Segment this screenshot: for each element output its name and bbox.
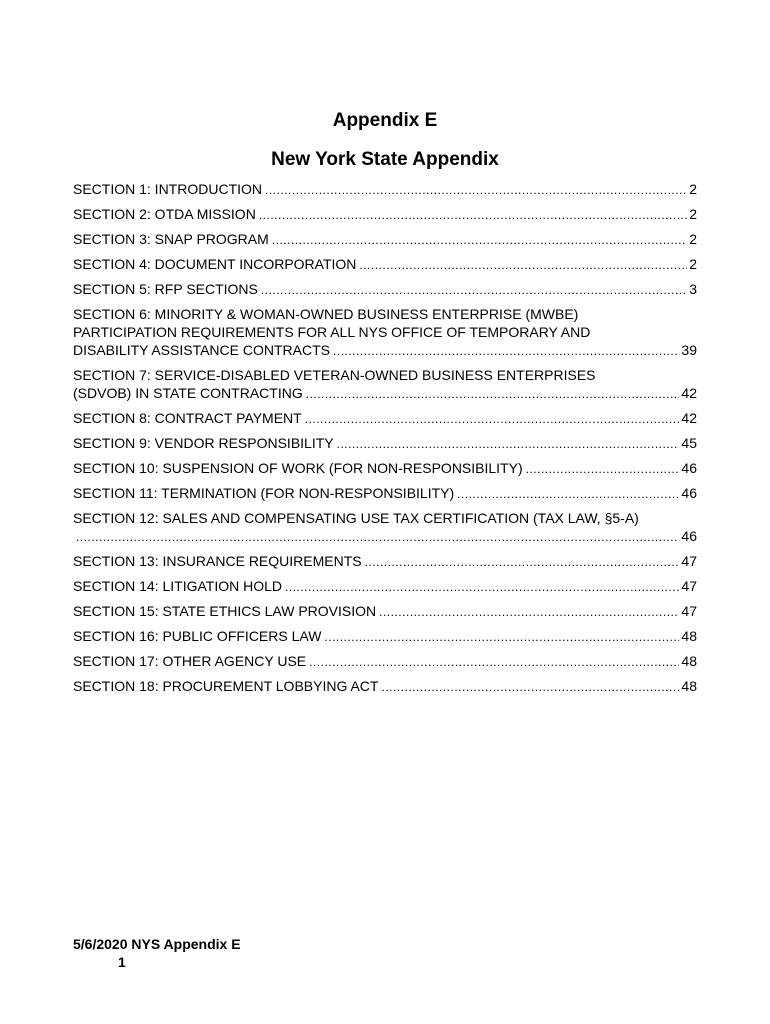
toc-entry-text-line: SECTION 12: SALES AND COMPENSATING USE TAX CERTIFICATION (TAX LAW, §5-A) (73, 510, 639, 526)
toc-entry[interactable] (73, 434, 697, 453)
toc-page-number: 46 (681, 485, 697, 501)
toc-entry-text-line: SECTION 6: MINORITY & WOMAN-OWNED BUSINESS ENTERPRISE (MWBE) (73, 306, 579, 322)
toc-page-number: 2 (689, 206, 697, 222)
table-of-contents (73, 180, 697, 702)
toc-page-number: 42 (681, 385, 697, 401)
page-footer (73, 935, 241, 971)
toc-entry-text-line: PARTICIPATION REQUIREMENTS FOR ALL NYS OFFICE OF TEMPORARY AND (73, 324, 591, 340)
toc-entry[interactable] (73, 180, 697, 199)
toc-entry[interactable] (73, 627, 697, 646)
toc-dot-leader (337, 435, 680, 453)
toc-dot-leader (379, 603, 679, 621)
toc-entry-text-line: SECTION 7: SERVICE-DISABLED VETERAN-OWNED BUSINESS ENTERPRISES (73, 367, 596, 383)
toc-entry-line (73, 434, 697, 453)
toc-page-number: 39 (681, 342, 697, 358)
toc-entry-title: DISABILITY ASSISTANCE CONTRACTS (73, 342, 330, 358)
toc-dot-leader (259, 206, 687, 224)
toc-entry-line (73, 577, 697, 596)
toc-entry[interactable] (73, 230, 697, 249)
toc-dot-leader (76, 528, 679, 546)
toc-dot-leader (359, 256, 687, 274)
toc-entry-title: SECTION 1: INTRODUCTION (73, 181, 263, 197)
toc-dot-leader (457, 485, 679, 503)
toc-entry-title: SECTION 2: OTDA MISSION (73, 206, 256, 222)
toc-entry-title: SECTION 9: VENDOR RESPONSIBILITY (73, 435, 334, 451)
toc-page-number: 46 (681, 460, 697, 476)
toc-entry-line (73, 384, 697, 403)
toc-entry-line (73, 255, 697, 274)
toc-dot-leader (324, 628, 679, 646)
toc-entry-line (73, 602, 697, 621)
toc-page-number: 47 (681, 578, 697, 594)
toc-page-number: 2 (689, 231, 697, 247)
toc-entry[interactable] (73, 577, 697, 596)
toc-entry-line (73, 627, 697, 646)
toc-entry-title: SECTION 5: RFP SECTIONS (73, 281, 258, 297)
toc-entry[interactable] (73, 602, 697, 621)
document-subtitle: New York State Appendix (271, 149, 499, 170)
toc-entry[interactable] (73, 305, 697, 360)
toc-entry-title: SECTION 11: TERMINATION (FOR NON-RESPONSIBILITY) (73, 485, 455, 501)
toc-entry-line (73, 280, 697, 299)
toc-entry-title: SECTION 10: SUSPENSION OF WORK (FOR NON-RESPONSIBILITY) (73, 460, 523, 476)
toc-dot-leader (526, 460, 680, 478)
toc-dot-leader (305, 410, 680, 428)
toc-entry-title: SECTION 13: INSURANCE REQUIREMENTS (73, 553, 362, 569)
toc-entry-title: SECTION 4: DOCUMENT INCORPORATION (73, 256, 357, 272)
toc-entry[interactable] (73, 255, 697, 274)
toc-entry-line (73, 230, 697, 249)
toc-entry[interactable] (73, 280, 697, 299)
toc-entry-line (73, 205, 697, 224)
toc-entry-line (73, 341, 697, 360)
toc-entry-title: SECTION 16: PUBLIC OFFICERS LAW (73, 628, 322, 644)
toc-entry[interactable] (73, 366, 697, 403)
toc-entry-title: SECTION 17: OTHER AGENCY USE (73, 653, 307, 669)
toc-page-number: 2 (689, 181, 697, 197)
toc-entry[interactable] (73, 677, 697, 696)
toc-dot-leader (261, 281, 687, 299)
toc-page-number: 48 (681, 678, 697, 694)
toc-entry-line (73, 552, 697, 571)
toc-entry-title: (SDVOB) IN STATE CONTRACTING (73, 385, 303, 401)
document-title: Appendix E (332, 110, 438, 131)
toc-entry-title: SECTION 15: STATE ETHICS LAW PROVISION (73, 603, 377, 619)
toc-entry-line (73, 484, 697, 503)
footer-date-label: 5/6/2020 NYS Appendix E (73, 936, 241, 952)
toc-entry-line (73, 459, 697, 478)
toc-dot-leader (333, 342, 679, 360)
toc-dot-leader (381, 678, 679, 696)
toc-entry[interactable] (73, 484, 697, 503)
toc-entry[interactable] (73, 509, 697, 546)
toc-dot-leader (265, 181, 687, 199)
toc-entry[interactable] (73, 409, 697, 428)
toc-page-number: 3 (689, 281, 697, 297)
toc-entry-line (73, 527, 697, 546)
footer-page-number: 1 (118, 954, 126, 970)
toc-entry[interactable] (73, 652, 697, 671)
toc-entry[interactable] (73, 552, 697, 571)
toc-entry-title: SECTION 8: CONTRACT PAYMENT (73, 410, 302, 426)
toc-dot-leader (309, 653, 679, 671)
toc-dot-leader (365, 553, 680, 571)
toc-entry-title: SECTION 14: LITIGATION HOLD (73, 578, 283, 594)
toc-dot-leader (285, 578, 679, 596)
toc-dot-leader (272, 231, 687, 249)
toc-entry-line (73, 180, 697, 199)
toc-page-number: 2 (689, 256, 697, 272)
toc-page-number: 42 (681, 410, 697, 426)
toc-page-number: 48 (681, 653, 697, 669)
toc-entry-title: SECTION 3: SNAP PROGRAM (73, 231, 269, 247)
toc-page-number: 46 (681, 528, 697, 544)
toc-entry[interactable] (73, 459, 697, 478)
toc-page-number: 47 (681, 603, 697, 619)
toc-page-number: 48 (681, 628, 697, 644)
toc-entry-line (73, 677, 697, 696)
toc-entry[interactable] (73, 205, 697, 224)
toc-entry-line (73, 652, 697, 671)
toc-entry-line (73, 409, 697, 428)
toc-dot-leader (306, 385, 680, 403)
toc-page-number: 45 (681, 435, 697, 451)
toc-page-number: 47 (681, 553, 697, 569)
toc-entry-title: SECTION 18: PROCUREMENT LOBBYING ACT (73, 678, 379, 694)
